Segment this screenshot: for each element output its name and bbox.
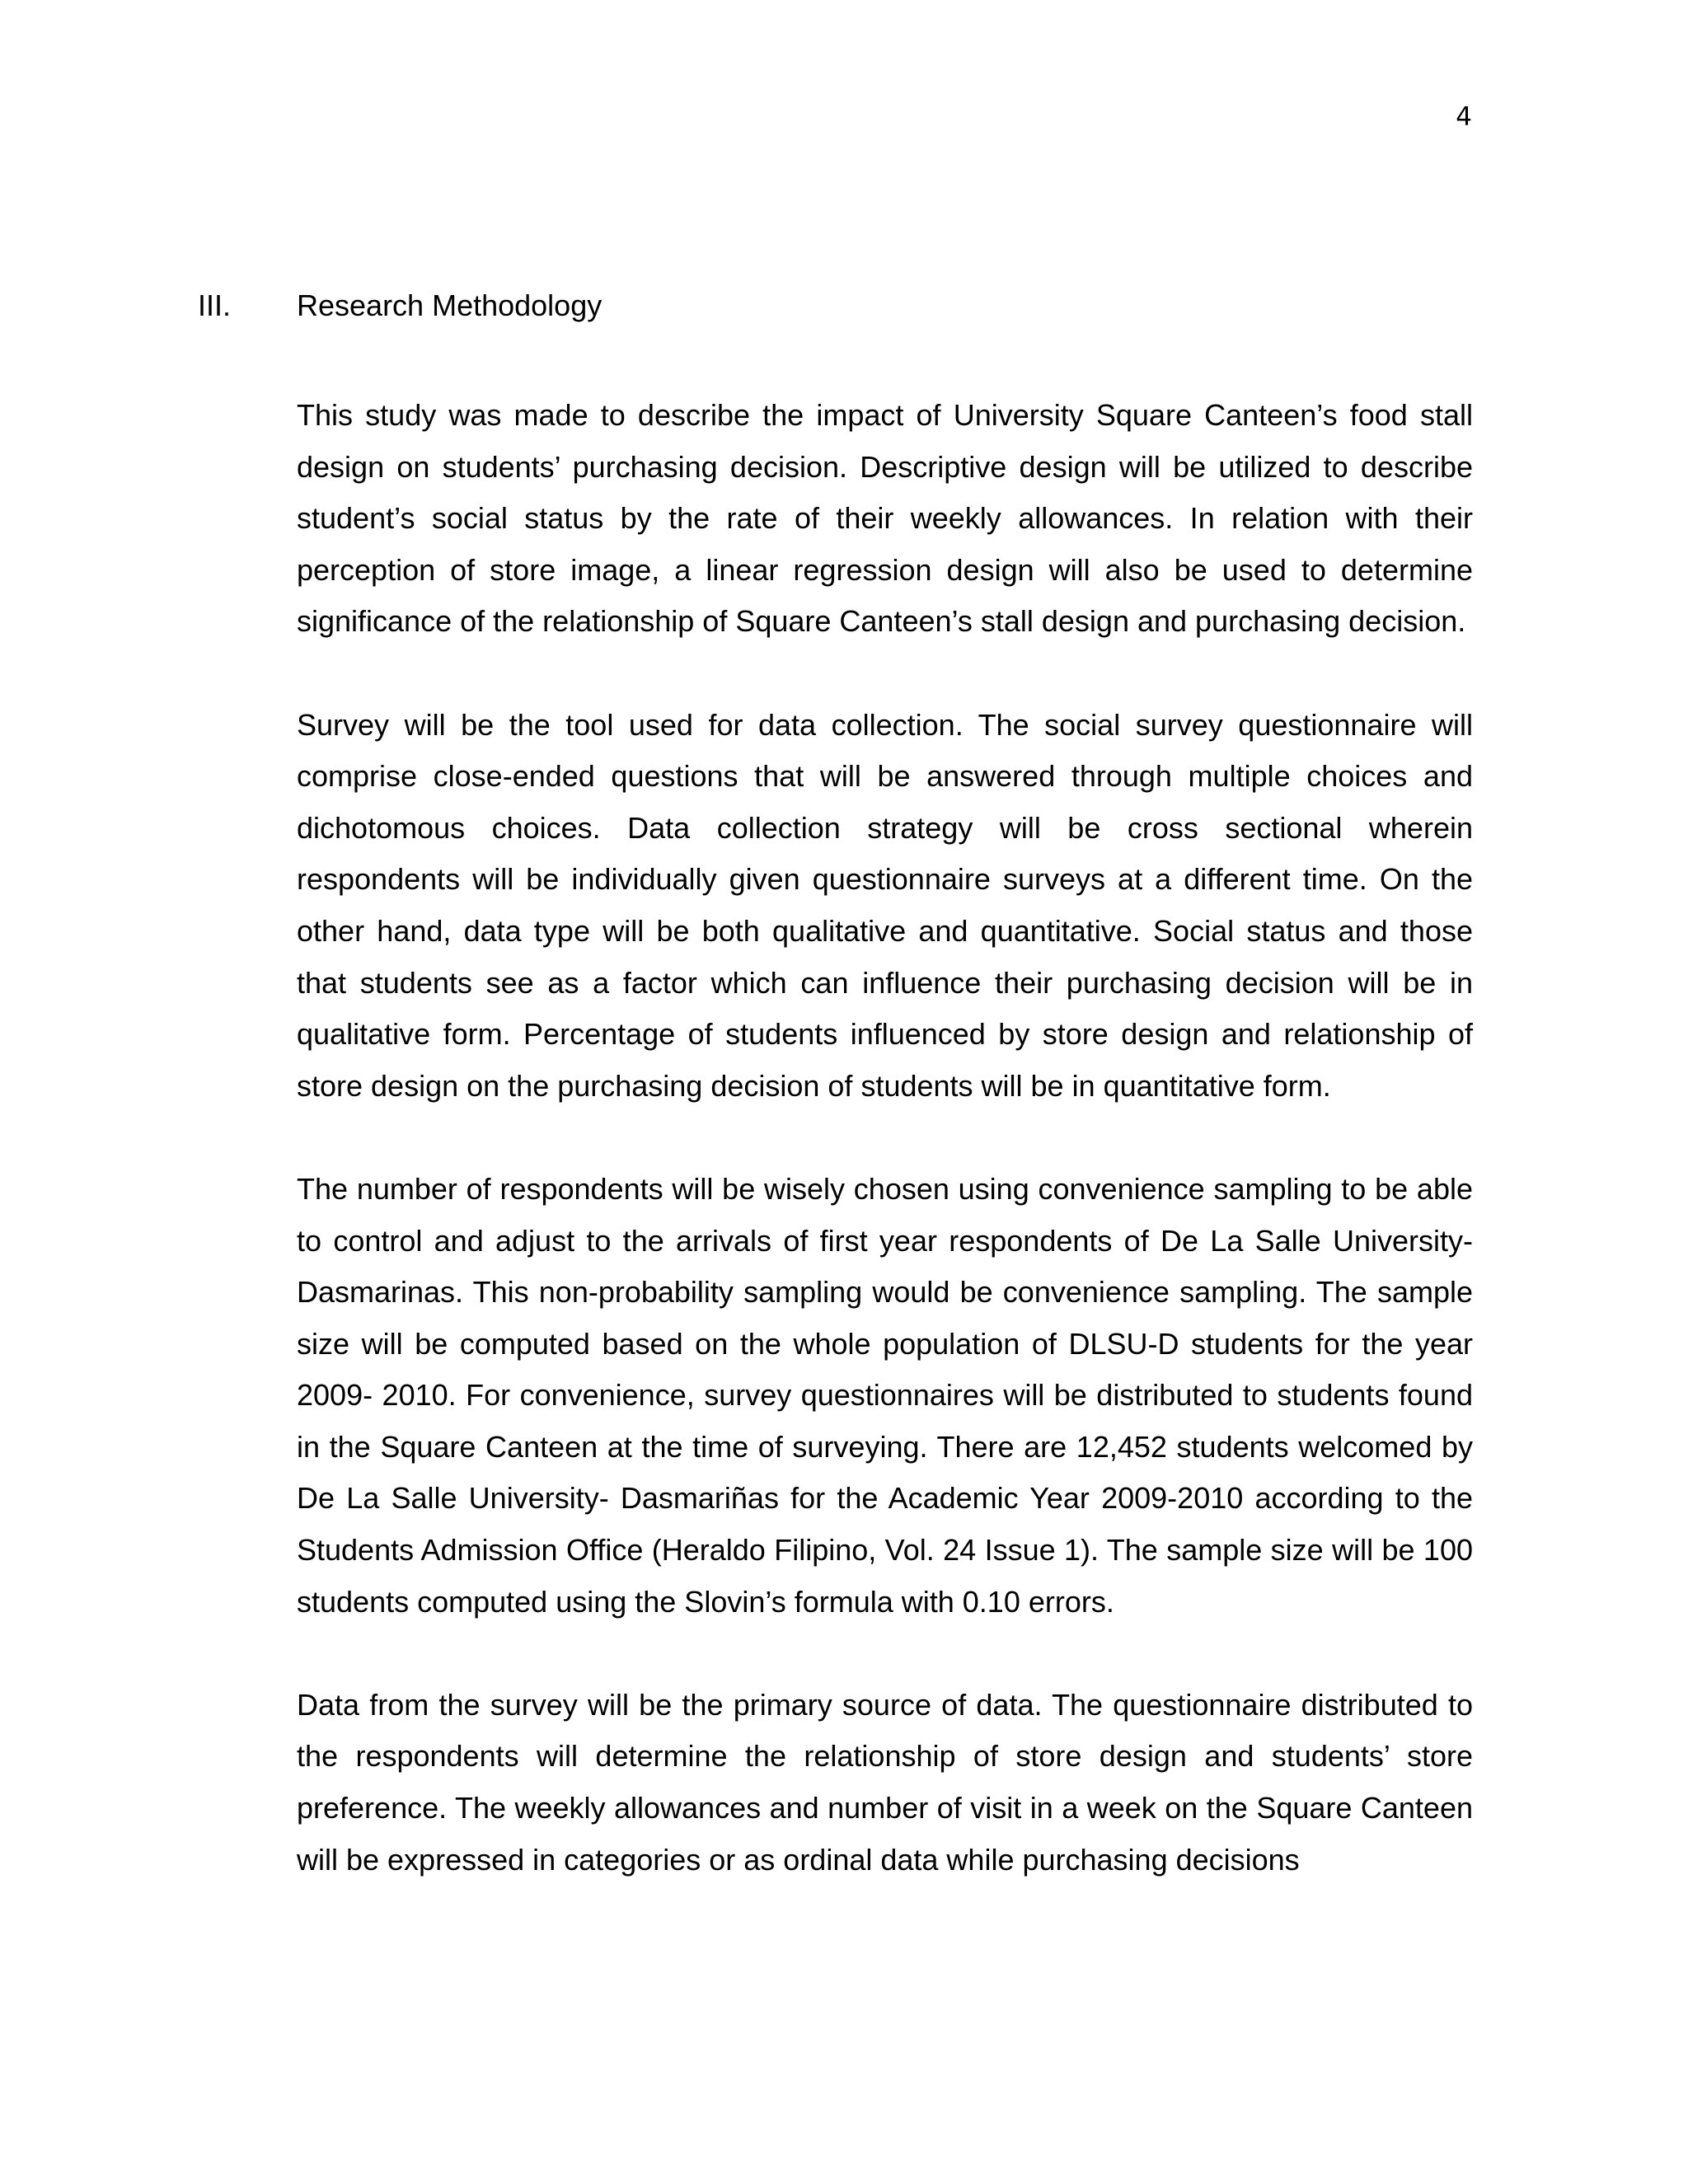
paragraph-study-purpose: This study was made to describe the impact of University Square Canteen’s food stall design on students’ purchasing decision. Descriptive design will be utilized to describe student’s social status by the rate of their weekly allowances. In relation with their perception of store image, a linear regression design will also be used to determine significance of the relationship of Square Canteen’s stall design and purchasing decision. xyxy=(297,398,1473,639)
section-number: III. xyxy=(198,288,232,322)
page-number: 4 xyxy=(1456,102,1472,132)
section-heading xyxy=(198,287,602,325)
paragraph-sampling: The number of respondents will be wisely chosen using convenience sampling to be able to control and adjust to the arrivals of first year respondents of De La Salle University- Dasmarinas. This non-probability sampling would be convenience sampling. The sample size will be computed based on the whole population of DLSU-D students for the year 2009- 2010. For convenience, survey questionnaires will be distributed to students found in the Square Canteen at the time of surveying. There are 12,452 students welcomed by De La Salle University- Dasmariñas for the Academic Year 2009-2010 according to the Students Admission Office (Heraldo Filipino, Vol. 24 Issue 1). The sample size will be 100 students computed using the Slovin’s formula with 0.10 errors. xyxy=(297,1171,1473,1619)
paragraph-data-source: Data from the survey will be the primary source of data. The questionnaire distributed to the respondents will determine the relationship of store design and students’ store preference. The weekly allowances and number of visit in a week on the Square Canteen will be expressed in categories or as ordinal data while purchasing decisions xyxy=(297,1687,1473,1877)
paragraph-data-collection: Survey will be the tool used for data collection. The social survey questionnaire will comprise close-ended questions that will be answered through multiple choices and dichotomous choices. Data collection strategy will be cross sectional wherein respondents will be individually given questionnaire surveys at a different time. On the other hand, data type will be both qualitative and quantitative. Social status and those that students see as a factor which can influence their purchasing decision will be in qualitative form. Percentage of students influenced by store design and relationship of store design on the purchasing decision of students will be in quantitative form. xyxy=(297,707,1473,1103)
section-title: Research Methodology xyxy=(297,288,603,322)
section-body xyxy=(297,390,1473,1938)
